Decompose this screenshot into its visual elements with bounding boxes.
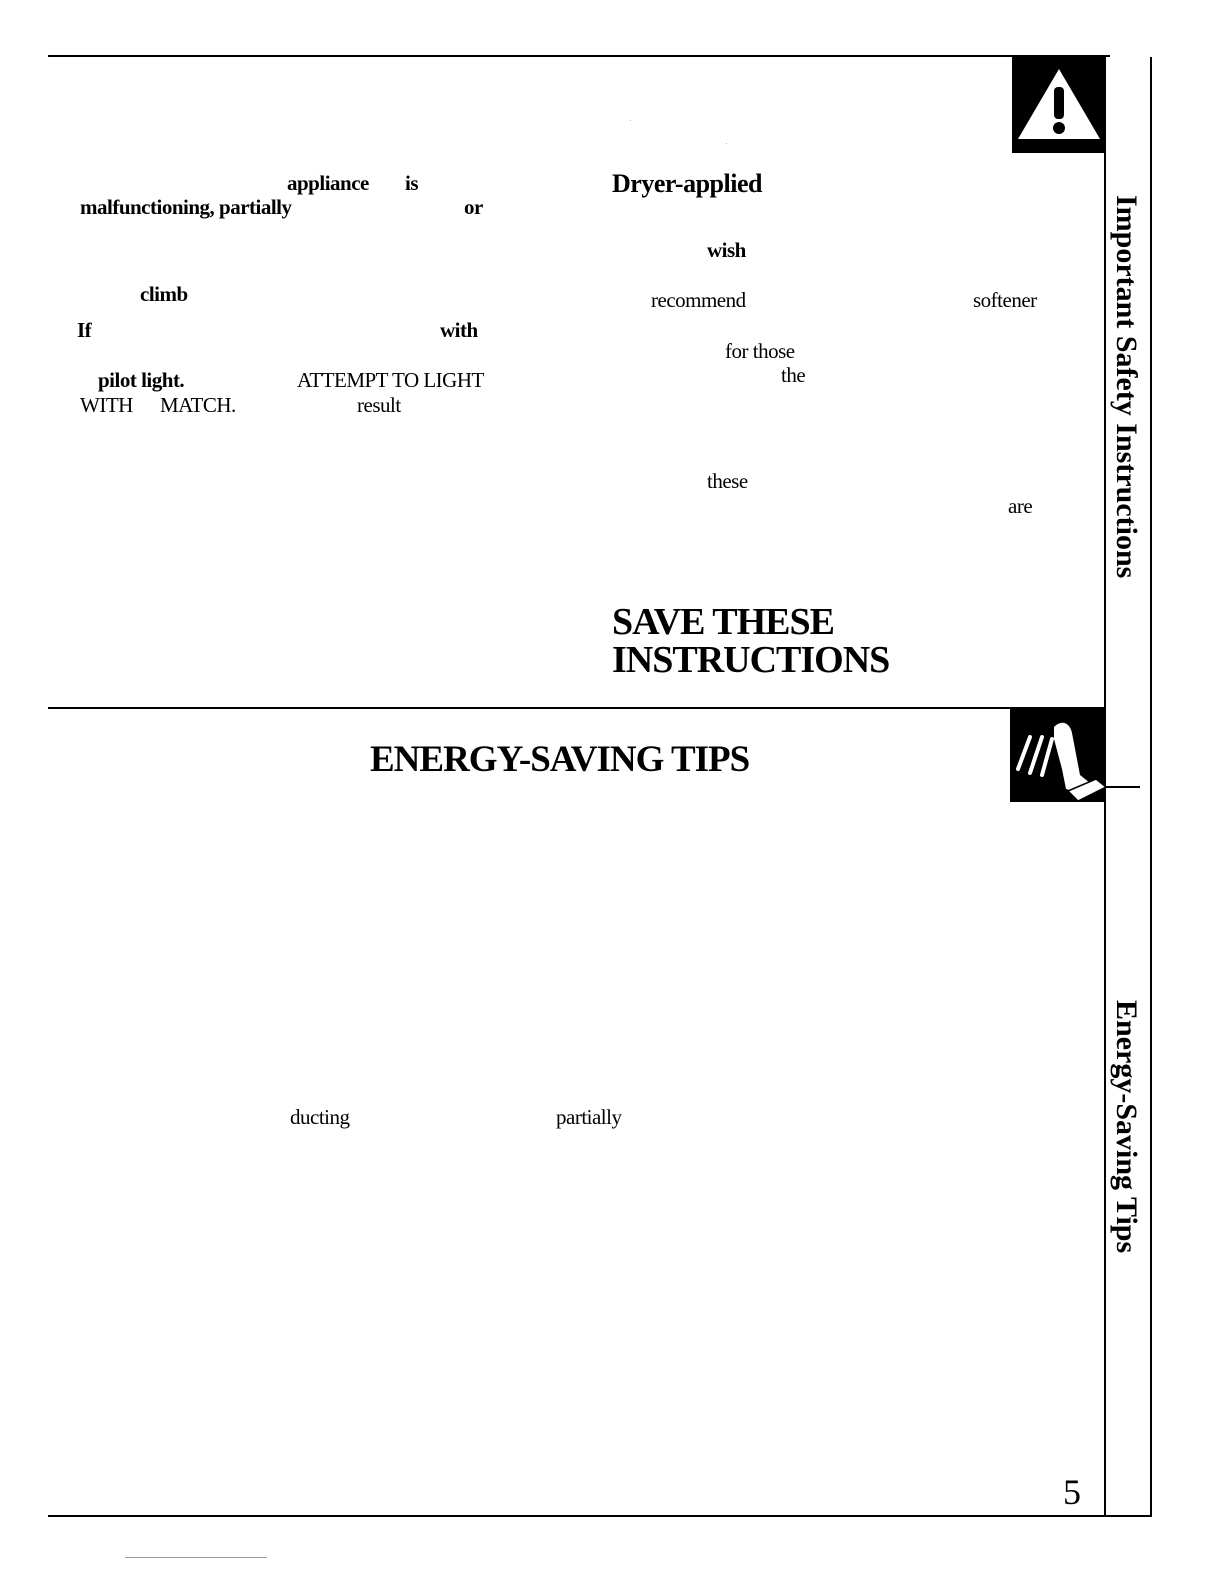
bottom-rule xyxy=(48,1515,1152,1517)
footer-link-line xyxy=(125,1557,267,1558)
text-fragment: wish xyxy=(707,238,746,262)
tab-divider xyxy=(1104,786,1140,788)
text-fragment: these xyxy=(707,469,748,493)
section-heading-dryer-applied: Dryer-applied xyxy=(612,169,762,198)
text-fragment: WITH xyxy=(80,393,133,417)
text-fragment: the xyxy=(781,363,806,387)
save-instructions-line-1: SAVE THESE xyxy=(612,601,835,643)
hand-pressing-button-icon xyxy=(1010,709,1106,802)
side-tab-safety-label: Important Safety Instructions xyxy=(1110,195,1143,579)
text-fragment: ducting xyxy=(290,1105,350,1129)
text-fragment: is xyxy=(405,171,419,195)
text-fragment: ATTEMPT TO LIGHT xyxy=(297,368,484,392)
text-fragment: MATCH. xyxy=(160,393,236,417)
energy-saving-title: ENERGY-SAVING TIPS xyxy=(370,739,750,780)
warning-tab xyxy=(1012,57,1106,153)
text-fragment: partially xyxy=(556,1105,622,1129)
text-fragment: pilot light. xyxy=(98,368,185,392)
text-fragment: appliance xyxy=(287,171,369,195)
save-instructions-line-2: INSTRUCTIONS xyxy=(612,639,890,681)
tab-column-right-edge xyxy=(1150,57,1152,1517)
scan-speck xyxy=(630,120,631,121)
text-fragment: result xyxy=(357,393,401,417)
text-fragment: climb xyxy=(140,282,188,306)
side-tab-energy-label: Energy-Saving Tips xyxy=(1110,1000,1143,1254)
page-number: 5 xyxy=(1063,1472,1081,1512)
middle-rule xyxy=(48,707,1106,709)
hand-tab xyxy=(1010,709,1106,802)
warning-triangle-icon xyxy=(1012,57,1106,153)
text-fragment: If xyxy=(77,318,92,342)
text-fragment: for those xyxy=(725,339,795,363)
text-fragment: recommend xyxy=(651,288,746,312)
text-fragment: are xyxy=(1008,494,1033,518)
scan-speck xyxy=(726,143,727,144)
text-fragment: or xyxy=(464,195,483,219)
tab-column-left-edge xyxy=(1104,150,1106,1516)
text-fragment: malfunctioning, partially xyxy=(80,195,292,219)
text-fragment: with xyxy=(440,318,478,342)
text-fragment: softener xyxy=(973,288,1037,312)
top-rule xyxy=(48,55,1110,57)
